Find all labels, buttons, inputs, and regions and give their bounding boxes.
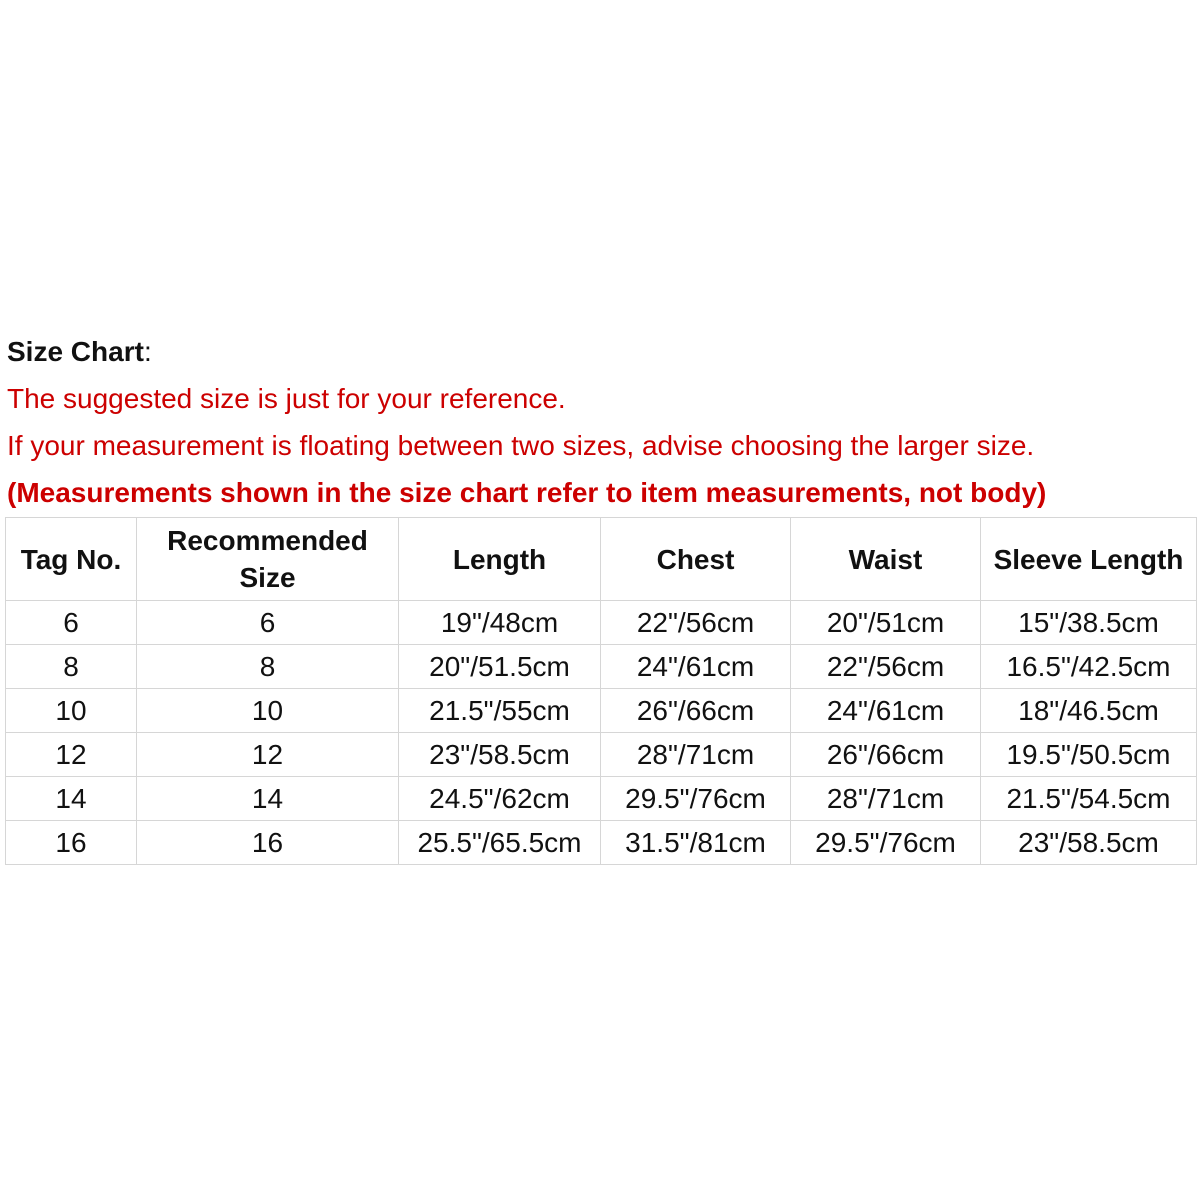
cell-waist: 22"/56cm <box>791 645 981 689</box>
cell-waist: 24"/61cm <box>791 689 981 733</box>
size-chart-heading <box>7 328 1197 375</box>
cell-recommended-size: 16 <box>137 821 399 865</box>
cell-tag-no: 8 <box>6 645 137 689</box>
header-waist: Waist <box>791 518 981 601</box>
cell-length: 19"/48cm <box>399 601 601 645</box>
header-length: Length <box>399 518 601 601</box>
size-chart-table <box>5 517 1197 865</box>
cell-chest: 24"/61cm <box>601 645 791 689</box>
cell-length: 21.5"/55cm <box>399 689 601 733</box>
cell-length: 23"/58.5cm <box>399 733 601 777</box>
cell-tag-no: 10 <box>6 689 137 733</box>
cell-recommended-size: 6 <box>137 601 399 645</box>
cell-recommended-size: 12 <box>137 733 399 777</box>
table-row <box>6 645 1197 689</box>
cell-chest: 31.5"/81cm <box>601 821 791 865</box>
cell-tag-no: 12 <box>6 733 137 777</box>
cell-tag-no: 6 <box>6 601 137 645</box>
cell-sleeve-length: 18"/46.5cm <box>981 689 1197 733</box>
cell-length: 25.5"/65.5cm <box>399 821 601 865</box>
cell-length: 20"/51.5cm <box>399 645 601 689</box>
cell-waist: 28"/71cm <box>791 777 981 821</box>
cell-sleeve-length: 21.5"/54.5cm <box>981 777 1197 821</box>
header-recommended-size: Recommended Size <box>137 518 399 601</box>
reference-note: The suggested size is just for your reference. <box>7 383 566 414</box>
cell-tag-no: 14 <box>6 777 137 821</box>
header-tag-no: Tag No. <box>6 518 137 601</box>
cell-waist: 29.5"/76cm <box>791 821 981 865</box>
measurement-disclaimer: (Measurements shown in the size chart refer to item measurements, not body) <box>7 477 1047 508</box>
cell-sleeve-length: 19.5"/50.5cm <box>981 733 1197 777</box>
cell-waist: 20"/51cm <box>791 601 981 645</box>
cell-recommended-size: 8 <box>137 645 399 689</box>
cell-length: 24.5"/62cm <box>399 777 601 821</box>
cell-recommended-size: 10 <box>137 689 399 733</box>
table-header-row <box>6 518 1197 601</box>
size-chart-heading-text: Size Chart <box>7 336 144 367</box>
cell-chest: 22"/56cm <box>601 601 791 645</box>
table-row <box>6 733 1197 777</box>
header-chest: Chest <box>601 518 791 601</box>
heading-colon: : <box>143 336 152 367</box>
cell-sleeve-length: 15"/38.5cm <box>981 601 1197 645</box>
cell-recommended-size: 14 <box>137 777 399 821</box>
table-row <box>6 821 1197 865</box>
cell-tag-no: 16 <box>6 821 137 865</box>
table-row <box>6 777 1197 821</box>
cell-sleeve-length: 23"/58.5cm <box>981 821 1197 865</box>
cell-chest: 26"/66cm <box>601 689 791 733</box>
cell-waist: 26"/66cm <box>791 733 981 777</box>
header-sleeve-length: Sleeve Length <box>981 518 1197 601</box>
table-row <box>6 689 1197 733</box>
cell-chest: 29.5"/76cm <box>601 777 791 821</box>
table-row <box>6 601 1197 645</box>
size-chart-intro <box>7 328 1197 516</box>
cell-sleeve-length: 16.5"/42.5cm <box>981 645 1197 689</box>
floating-size-advice: If your measurement is floating between two sizes, advise choosing the larger size. <box>7 430 1035 461</box>
cell-chest: 28"/71cm <box>601 733 791 777</box>
